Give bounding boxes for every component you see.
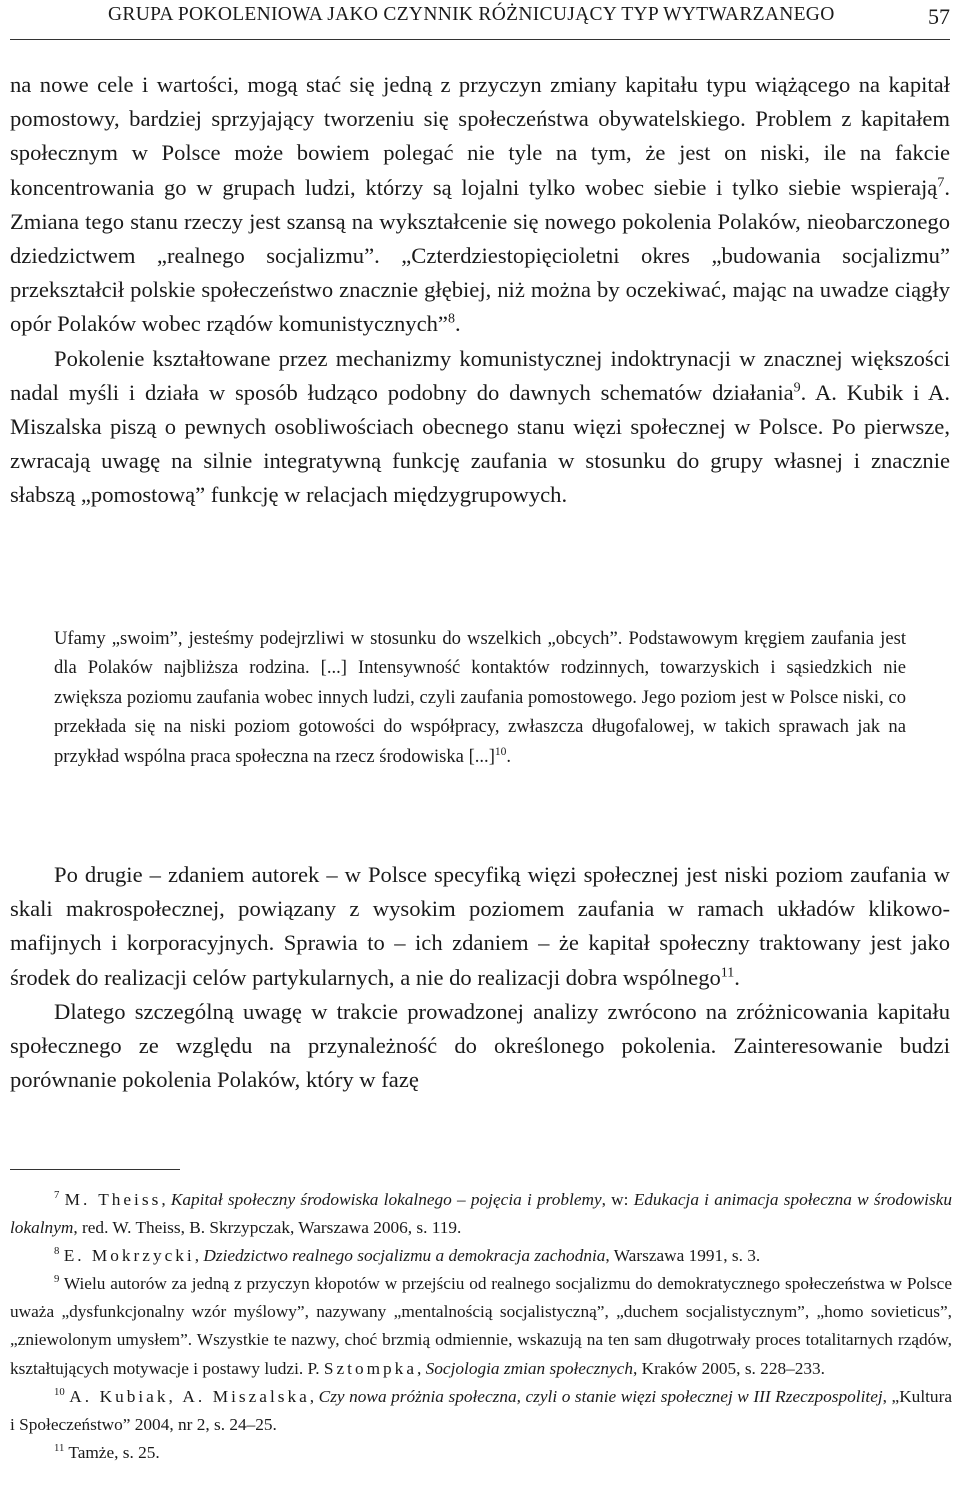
paragraph: Pokolenie kształtowane przez mechanizmy komunistycznej indoktrynacji w znacznej większości nadal myśli i działa w sposób łudząco podobny do dawnych schematów działania$^9$. A. Kubik i A. Miszalska piszą o pewnych osobliwościach obecnego stanu więzi społecznej w Polsce. Po pierwsze, zwracają uwagę na silnie integratywną funkcję zaufania w stosunku do grupy własnej i znacznie słabszą „pomostową” funkcję w relacjach międzygrupowych. — [10, 345, 950, 508]
running-title: GRUPA POKOLENIOWA JAKO CZYNNIK RÓŻNICUJĄCY TYP WYTWARZANEGO — [108, 4, 835, 25]
footnote-ref-8[interactable]: 8 — [447, 311, 455, 327]
footnote-ref-9[interactable]: 9 — [793, 380, 801, 396]
paragraph: Dlatego szczególną uwagę w trakcie prowadzonej analizy zwrócono na zróżnicowania kapitału społecznego ze względu na przynależność do określonego pokolenia. Zainteresowanie budzi porównanie pokolenia Polaków, który w fazę — [10, 998, 950, 1093]
footnote-author: A. Kubiak, A. Miszalska — [69, 1386, 310, 1406]
footnote-author: Sztompka — [323, 1358, 417, 1378]
running-header — [0, 0, 960, 40]
header-divider — [10, 39, 950, 40]
footnote-ref-11[interactable]: 11 — [720, 965, 735, 981]
footnote-book: Edukacja i animacja społeczna w środowisku lokalnym — [10, 1190, 952, 1238]
page-number: 57 — [928, 4, 950, 29]
footnote-title: Dziedzictwo realnego socjalizmu a demokracja zachodnia — [203, 1246, 606, 1266]
footnote-author: E. Mokrzycki — [63, 1246, 195, 1266]
footnotes — [10, 1186, 952, 1467]
paragraph: na nowe cele i wartości, mogą stać się jedną z przyczyn zmiany kapitału typu wiążącego na kapitał pomostowy, bardziej sprzyjający tworzeniu się społeczeństwa obywatelskiego. Problem z kapitałem społecznym w Polsce może bowiem polegać nie tyle na tym, że jest on niski, ile na fakcie koncentrowania go w grupach ludzi, którzy są lojalni tylko wobec siebie i tylko siebie wspierają$^7$. Zmiana tego stanu rzeczy jest szansą na wykształcenie się nowego pokolenia Polaków, nieobarczonego dziedzictwem „realnego socjalizmu”. „Czterdziestopięcioletni okres „budowania socjalizmu” przekształcił polskie społeczeństwo znacznie głębiej, niż można by oczekiwać, mając na uwadze ciągły opór Polaków wobec rządów komunistycznych”$^8$. — [10, 72, 950, 337]
footnote-divider — [10, 1169, 180, 1170]
block-quote: Ufamy „swoim”, jesteśmy podejrzliwi w stosunku do wszelkich „obcych”. Podstawowym kręgiem zaufania jest dla Polaków najbliższa rodzina. [...] Intensywność kontaktów rodzinnych, towarzyskich i sąsiedzkich nie zwiększa poziomu zaufania wobec innych ludzi, czyli zaufania pomostowego. Jego poziom jest w Polsce niski, co przekłada się na niski poziom gotowości do współpracy, zwłaszcza długofalowej, w takich sprawach jak na przykład wspólna praca społeczna na rzecz środowiska [...]$^{10}$. — [54, 628, 906, 767]
footnote-title: Czy nowa próżnia społeczna, czyli o stanie więzi społecznej w III Rzeczpospolitej — [318, 1386, 883, 1406]
footnote-7: $^7$ M. Theiss, Kapitał społeczny środowiska lokalnego – pojęcia i problemy, w: Edukacja i animacja społeczna w środowisku lokalnym, red. W. Theiss, B. Skrzypczak, Warszawa 2006, s. 119. — [10, 1189, 952, 1238]
footnote-9: $^9$ Wielu autorów za jedną z przyczyn kłopotów w przejściu od realnego socjalizmu do demokratycznego społeczeństwa w Polsce uważa „dysfunkcjonalny wzór myślowy”, nazywany „mentalnością socjalistyczną”, „duchem socjalistycznym”, „homo sovieticus”, „zniewolonym umysłem”. Wszystkie te nazwy, choć brzmią odmiennie, wskazują na ten sam długotrwały proces totalitarnych rządów, kształtujących motywacje i postawy ludzi. P. Sztompka, Socjologia zmian społecznych, Kraków 2005, s. 228–233. — [10, 1273, 952, 1378]
footnote-title: Socjologia zmian społecznych — [425, 1358, 633, 1378]
footnote-title: Kapitał społeczny środowiska lokalnego – pojęcia i problemy — [170, 1190, 602, 1209]
footnote-author: M. Theiss — [64, 1190, 162, 1209]
footnote-10: $^{10}$ A. Kubiak, A. Miszalska, Czy nowa próżnia społeczna, czyli o stanie więzi społecznej w III Rzeczpospolitej, „Kultura i Społeczeństwo” 2004, nr 2, s. 24–25. — [10, 1385, 952, 1434]
footnote-8: $^8$ E. Mokrzycki, Dziedzictwo realnego socjalizmu a demokracja zachodnia, Warszawa 1991, s. 3. — [54, 1245, 761, 1266]
paragraph: Po drugie – zdaniem autorek – w Polsce specyfiką więzi społecznej jest niski poziom zaufania w skali makrospołecznej, powiązany z wysokim poziomem zaufania w ramach układów klikowo-mafijnych i korporacyjnych. Sprawia to – ich zdaniem – że kapitał społeczny traktowany jest jako środek do realizacji celów partykularnych, a nie do realizacji dobra wspólnego$^{11}$. — [10, 862, 950, 990]
footnote-ref-10[interactable]: 10 — [494, 745, 507, 758]
main-text-lower — [10, 858, 950, 1097]
footnote-11: $^{11}$ Tamże, s. 25. — [54, 1442, 160, 1462]
main-text-upper — [10, 68, 950, 513]
footnote-ref-7[interactable]: 7 — [937, 175, 945, 191]
